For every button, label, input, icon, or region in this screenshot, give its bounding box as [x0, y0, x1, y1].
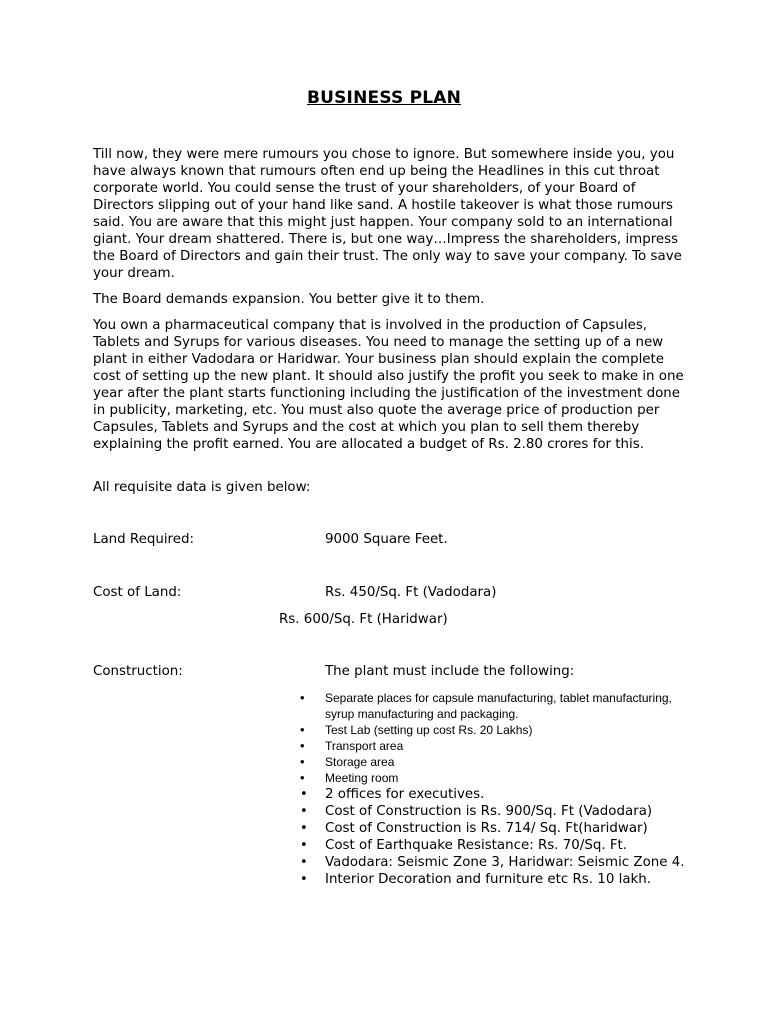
list-item: • 2 offices for executives. — [300, 786, 700, 803]
list-item: • Vadodara: Seismic Zone 3, Haridwar: Seismic Zone 4. — [300, 854, 700, 871]
cost-of-land-vadodara: Rs. 450/Sq. Ft (Vadodara) — [325, 585, 497, 600]
cost-of-land-label: Cost of Land: — [93, 585, 182, 600]
company-paragraph: You own a pharmaceutical company that is involved in the production of Capsules, Tablets and Syrups for various diseases. You need to manage the setting up of a new plant in either Vadodara or Haridwar. Your business plan should explain the complete cost of setting up the new plant. It should also justify the profit you seek to make in one year after the plant starts functioning including the justification of the investment done in publicity, marketing, etc. You must also quote the average price of production per Capsules, Tablets and Syrups and the cost at which you plan to sell them thereby explaining the profit earned. You are allocated a budget of Rs. 2.80 crores for this. — [93, 318, 684, 452]
construction-label: Construction: — [93, 664, 183, 679]
intro-paragraph: Till now, they were mere rumours you chose to ignore. But somewhere inside you, you have always known that rumours often end up being the Headlines in this cut throat corporate world. You could sense the trust of your shareholders, of your Board of Directors slipping out of your hand like sand. A hostile takeover is what those rumours said. You are aware that this might just happen. Your company sold to an international giant. Your dream shattered. There is, but one way…Impress the shareholders, impress the Board of Directors and gain their trust. The only way to save your company. To save your dream. — [93, 147, 682, 281]
land-required-value: 9000 Square Feet. — [325, 532, 448, 547]
board-paragraph: The Board demands expansion. You better give it to them. — [93, 292, 485, 307]
document-title: BUSINESS PLAN — [306, 88, 462, 108]
construction-intro: The plant must include the following: — [325, 664, 575, 679]
list-item: • Cost of Earthquake Resistance: Rs. 70/Sq. Ft. — [300, 837, 700, 854]
list-item: • Meeting room — [300, 770, 700, 786]
cost-of-land-haridwar: Rs. 600/Sq. Ft (Haridwar) — [279, 612, 448, 627]
construction-requirements-list — [300, 690, 700, 888]
list-item: • Separate places for capsule manufacturing, tablet manufacturing, syrup manufacturing and packaging. — [300, 690, 700, 722]
data-intro-paragraph: All requisite data is given below: — [93, 480, 311, 495]
list-item: • Cost of Construction is Rs. 714/ Sq. Ft(haridwar) — [300, 820, 700, 837]
list-item: • Test Lab (setting up cost Rs. 20 Lakhs) — [300, 722, 700, 738]
land-required-label: Land Required: — [93, 532, 195, 547]
list-item: • Storage area — [300, 754, 700, 770]
list-item: • Transport area — [300, 738, 700, 754]
list-item: • Interior Decoration and furniture etc Rs. 10 lakh. — [300, 871, 700, 888]
list-item: • Cost of Construction is Rs. 900/Sq. Ft (Vadodara) — [300, 803, 700, 820]
